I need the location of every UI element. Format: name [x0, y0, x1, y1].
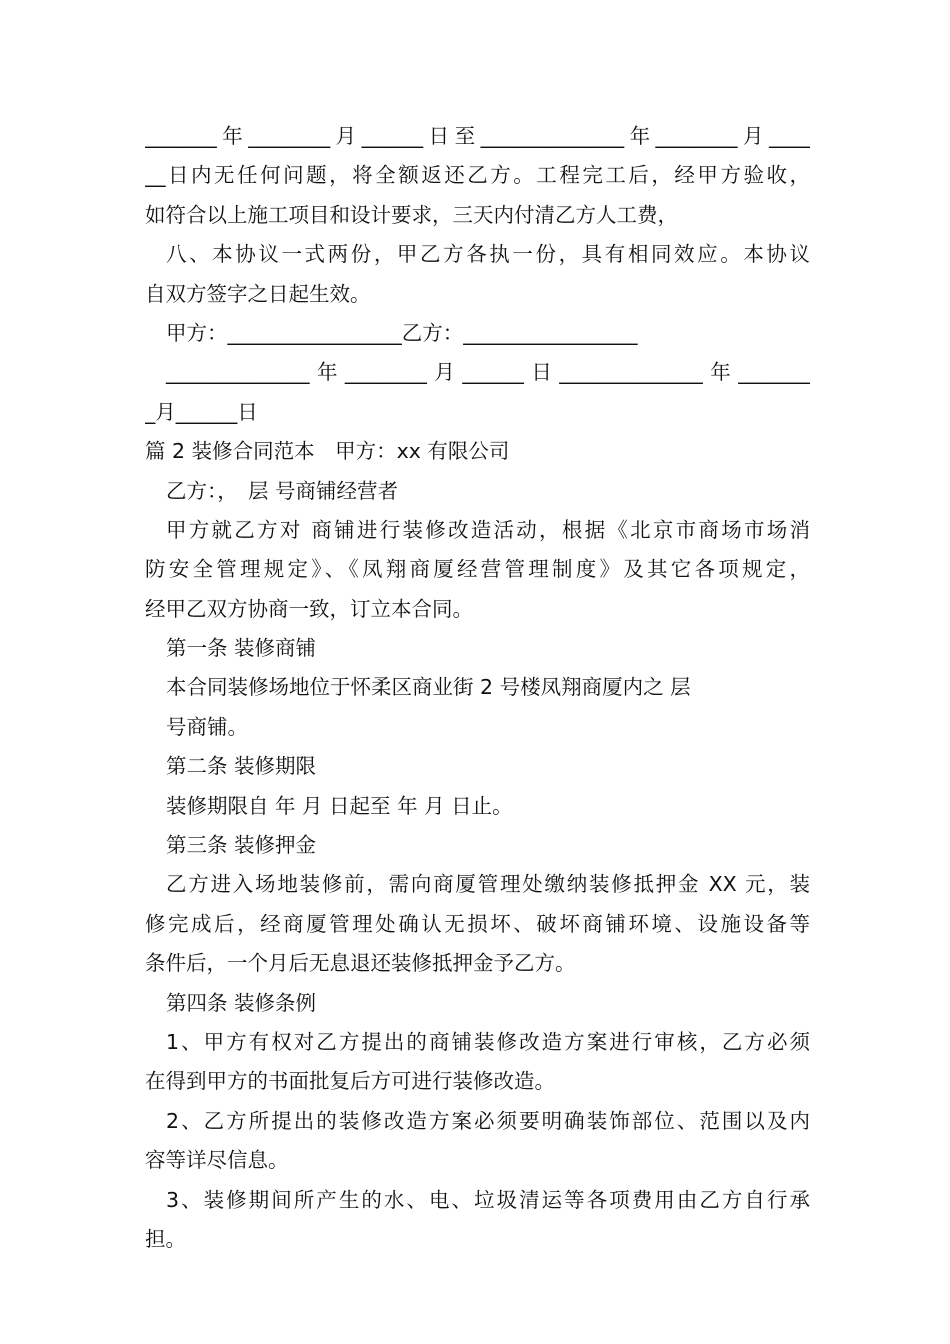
- text-line: 条件后，一个月后无息退还装修抵押金予乙方。: [145, 951, 576, 976]
- article-heading: 第二条 装修期限: [166, 754, 317, 779]
- date-line: ______________年________月______日______________年_______: [166, 360, 810, 385]
- article-heading: 第三条 装修押金: [166, 833, 317, 858]
- date-line: _月______日: [145, 399, 258, 424]
- text-line: 八、本协议一式两份，甲乙方各执一份，具有相同效应。本协议: [166, 242, 810, 267]
- text-line: 修完成后，经商厦管理处确认无损坏、破坏商铺环境、设施设备等: [145, 911, 810, 936]
- text-line: 2、乙方所提出的装修改造方案必须要明确装饰部位、范围以及内: [166, 1108, 810, 1133]
- text-line: 3、装修期间所产生的水、电、垃圾清运等各项费用由乙方自行承: [166, 1187, 810, 1212]
- article-heading: 第一条 装修商铺: [166, 636, 317, 661]
- text-line: 经甲乙双方协商一致，订立本合同。: [145, 596, 473, 621]
- document-body: [145, 117, 810, 1259]
- text-line: 1、甲方有权对乙方提出的商铺装修改造方案进行审核，乙方必须: [166, 1029, 810, 1054]
- text-line: __日内无任何问题，将全额返还乙方。工程完工后，经甲方验收，: [145, 163, 810, 188]
- text-line: 防安全管理规定》、《凤翔商厦经营管理制度》及其它各项规定，: [145, 557, 810, 582]
- text-line: 甲方就乙方对 商铺进行装修改造活动，根据《北京市商场市场消: [166, 517, 810, 542]
- text-line: 如符合以上施工项目和设计要求，三天内付清乙方人工费，: [145, 202, 678, 227]
- signature-line: 甲方：_________________乙方：_________________: [166, 320, 638, 345]
- text-line: 担。: [145, 1226, 186, 1251]
- section-title: 篇 2 装修合同范本 甲方：xx 有限公司: [145, 439, 510, 464]
- text-line: 容等详尽信息。: [145, 1148, 289, 1173]
- text-line: 装修期限自 年 月 日起至 年 月 日止。: [166, 793, 513, 818]
- text-line: 在得到甲方的书面批复后方可进行装修改造。: [145, 1069, 555, 1094]
- text-line: 号商铺。: [166, 714, 248, 739]
- text-line: 乙方：， 层 号商铺经营者: [166, 478, 399, 503]
- text-line: 乙方进入场地装修前，需向商厦管理处缴纳装修抵押金 XX 元，装: [166, 872, 810, 897]
- text-line: 自双方签字之日起生效。: [145, 281, 371, 306]
- article-heading: 第四条 装修条例: [166, 990, 317, 1015]
- text-line: _______年________月______日至______________年________月____: [145, 124, 810, 148]
- text-line: 本合同装修场地位于怀柔区商业街 2 号楼凤翔商厦内之 层: [166, 675, 691, 700]
